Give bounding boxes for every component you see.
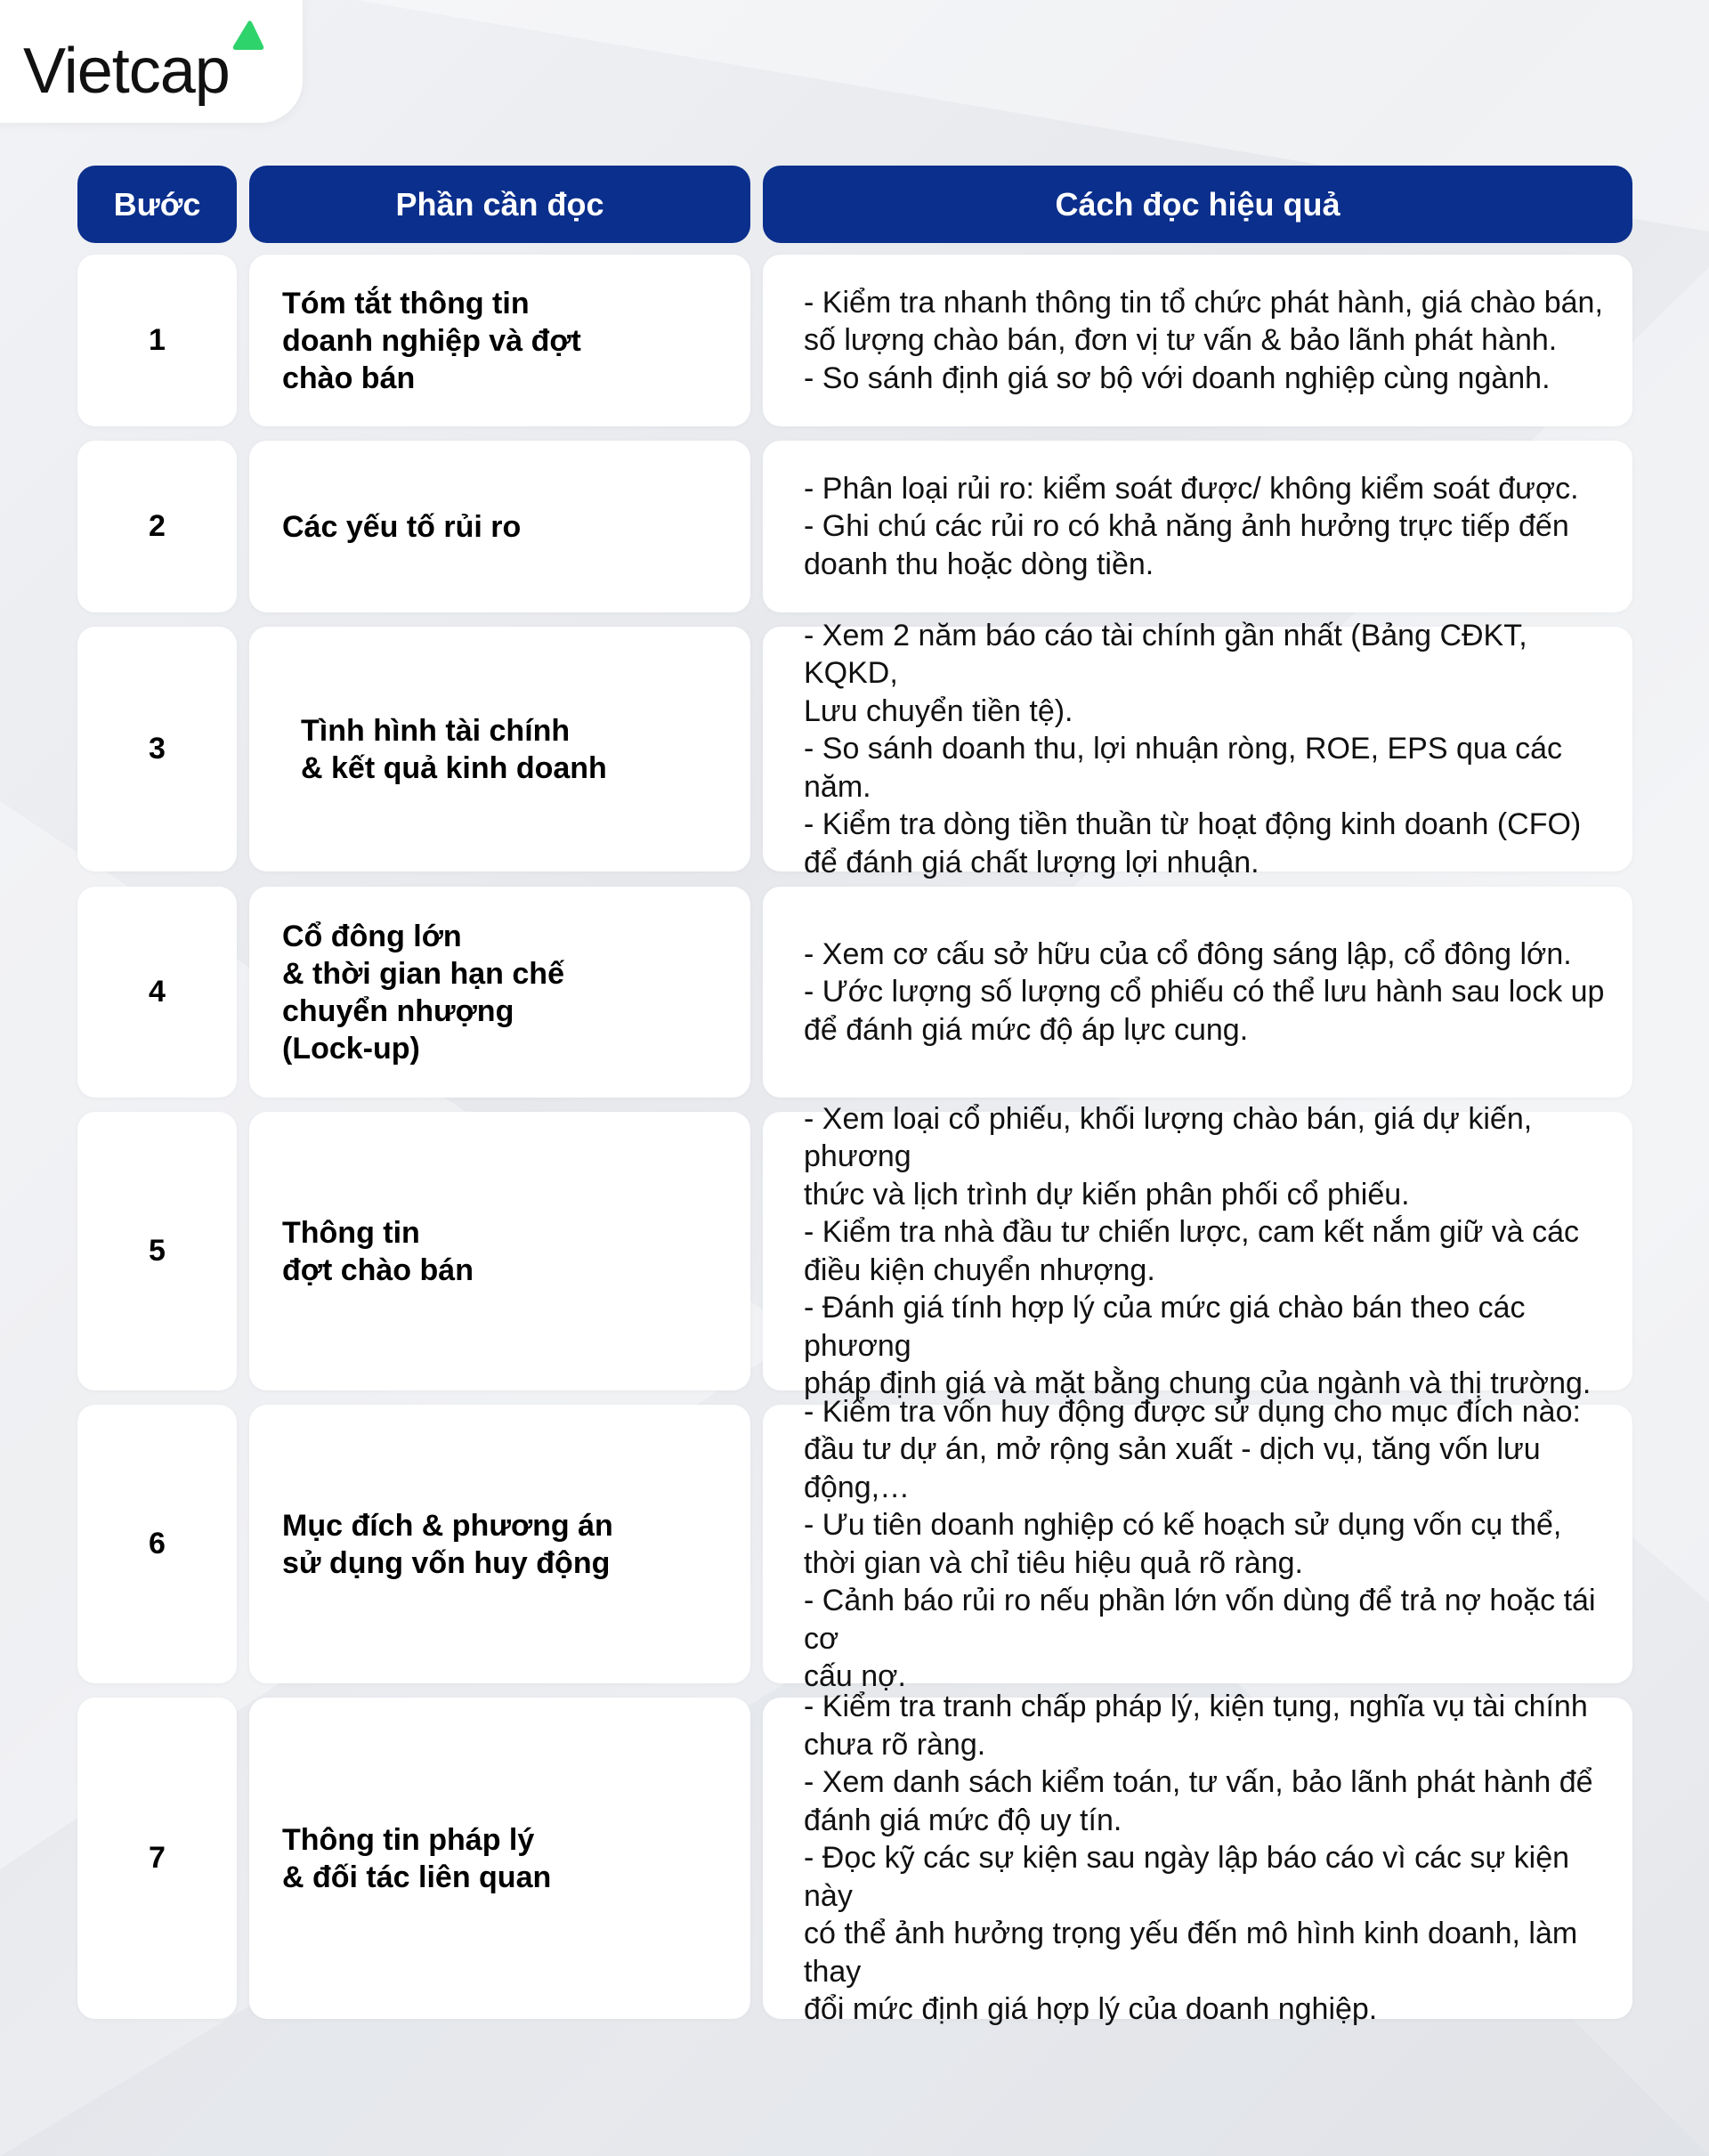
method-line: - Xem cơ cấu sở hữu của cổ đông sáng lập, cổ đông lớn. — [804, 936, 1572, 971]
header-step: Bước — [77, 166, 237, 243]
method-line: - Đọc kỹ các sự kiện sau ngày lập báo cáo vì các sự kiện này có thể ảnh hưởng trọng yếu đến mô hình kinh doanh, làm thay đổi mức định giá hợp lý của doanh nghiệp. — [804, 1841, 1578, 2027]
method-line: - Đánh giá tính hợp lý của mức giá chào bán theo các phương pháp định giá và mặt bằng chung của ngành và thị trường. — [804, 1291, 1592, 1400]
table-row — [77, 441, 1632, 612]
table-row — [77, 1690, 1632, 2027]
method-line: - Kiểm tra vốn huy động được sử dụng cho mục đích nào: đầu tư dự án, mở rộng sản xuất - dịch vụ, tăng vốn lưu động,… — [804, 1394, 1581, 1504]
method-description — [763, 1100, 1632, 1403]
step-number: 2 — [149, 509, 166, 543]
section-title: Tình hình tài chính & kết quả kinh doanh — [301, 713, 607, 785]
method-line: - Xem 2 năm báo cáo tài chính gần nhất (Bảng CĐKT, KQKD, Lưu chuyển tiền tệ). — [804, 618, 1527, 728]
section-title: Tóm tắt thông tin doanh nghiệp và đợt chào bán — [282, 286, 581, 395]
table-row — [77, 618, 1632, 879]
method-line: - Phân loại rủi ro: kiểm soát được/ không kiểm soát được. — [804, 471, 1579, 506]
vietcap-logo — [23, 27, 265, 107]
method-description — [763, 617, 1632, 882]
method-description — [763, 1688, 1632, 2029]
section-title: Mục đích & phương án sử dụng vốn huy động — [282, 1508, 613, 1580]
method-line: - So sánh định giá sơ bộ với doanh nghiệp cùng ngành. — [804, 361, 1551, 395]
step-number: 7 — [149, 1841, 166, 1875]
section-title: Thông tin đợt chào bán — [282, 1215, 474, 1287]
table-row — [77, 887, 1632, 1098]
section-title: Các yếu tố rủi ro — [282, 509, 522, 544]
step-number: 5 — [149, 1234, 166, 1268]
table-row — [77, 1394, 1632, 1693]
method-line: - Cảnh báo rủi ro nếu phần lớn vốn dùng để trả nợ hoặc tái cơ cấu nợ. — [804, 1584, 1596, 1693]
logo-triangle-icon — [231, 20, 265, 52]
logo-text: Vietcap — [23, 36, 230, 107]
step-number: 1 — [149, 323, 166, 357]
method-line: - Ưu tiên doanh nghiệp có kế hoạch sử dụng vốn cụ thể, thời gian và chỉ tiêu hiệu quả rõ ràng. — [804, 1508, 1562, 1580]
step-number: 6 — [149, 1527, 166, 1560]
table-row — [77, 255, 1632, 426]
table-row — [77, 1101, 1632, 1400]
method-description — [763, 1393, 1632, 1696]
step-number: 4 — [149, 975, 166, 1009]
method-line: - Xem danh sách kiểm toán, tư vấn, bảo lãnh phát hành để đánh giá mức độ uy tín. — [804, 1765, 1593, 1837]
method-description — [763, 936, 1622, 1050]
header-method: Cách đọc hiệu quả — [763, 166, 1632, 243]
method-line: - Ước lượng số lượng cổ phiếu có thể lưu hành sau lock up để đánh giá mức độ áp lực cung. — [804, 975, 1605, 1047]
method-line: - Kiểm tra dòng tiền thuần từ hoạt động kinh doanh (CFO) để đánh giá chất lượng lợi nhuận. — [804, 807, 1582, 879]
method-description — [763, 470, 1597, 584]
method-description — [763, 284, 1621, 398]
table-header — [77, 166, 1632, 243]
method-line: - Kiểm tra nhà đầu tư chiến lược, cam kết nắm giữ và các điều kiện chuyển nhượng. — [804, 1215, 1580, 1287]
section-title: Thông tin pháp lý & đối tác liên quan — [282, 1822, 552, 1894]
step-number: 3 — [149, 732, 166, 766]
header-section: Phần cần đọc — [249, 166, 750, 243]
method-line: - Xem loại cổ phiếu, khối lượng chào bán, giá dự kiến, phương thức và lịch trình dự kiến phân phối cổ phiếu. — [804, 1101, 1533, 1212]
method-line: - Ghi chú các rủi ro có khả năng ảnh hưởng trực tiếp đến doanh thu hoặc dòng tiền. — [804, 509, 1569, 581]
method-line: - Kiểm tra tranh chấp pháp lý, kiện tụng, nghĩa vụ tài chính chưa rõ ràng. — [804, 1690, 1588, 1762]
method-line: - So sánh doanh thu, lợi nhuận ròng, ROE, EPS qua các năm. — [804, 732, 1563, 804]
method-line: - Kiểm tra nhanh thông tin tổ chức phát hành, giá chào bán, số lượng chào bán, đơn vị tư vấn & bảo lãnh phát hành. — [804, 285, 1603, 358]
section-title: Cổ đông lớn & thời gian hạn chế chuyển nhượng (Lock-up) — [282, 919, 564, 1066]
